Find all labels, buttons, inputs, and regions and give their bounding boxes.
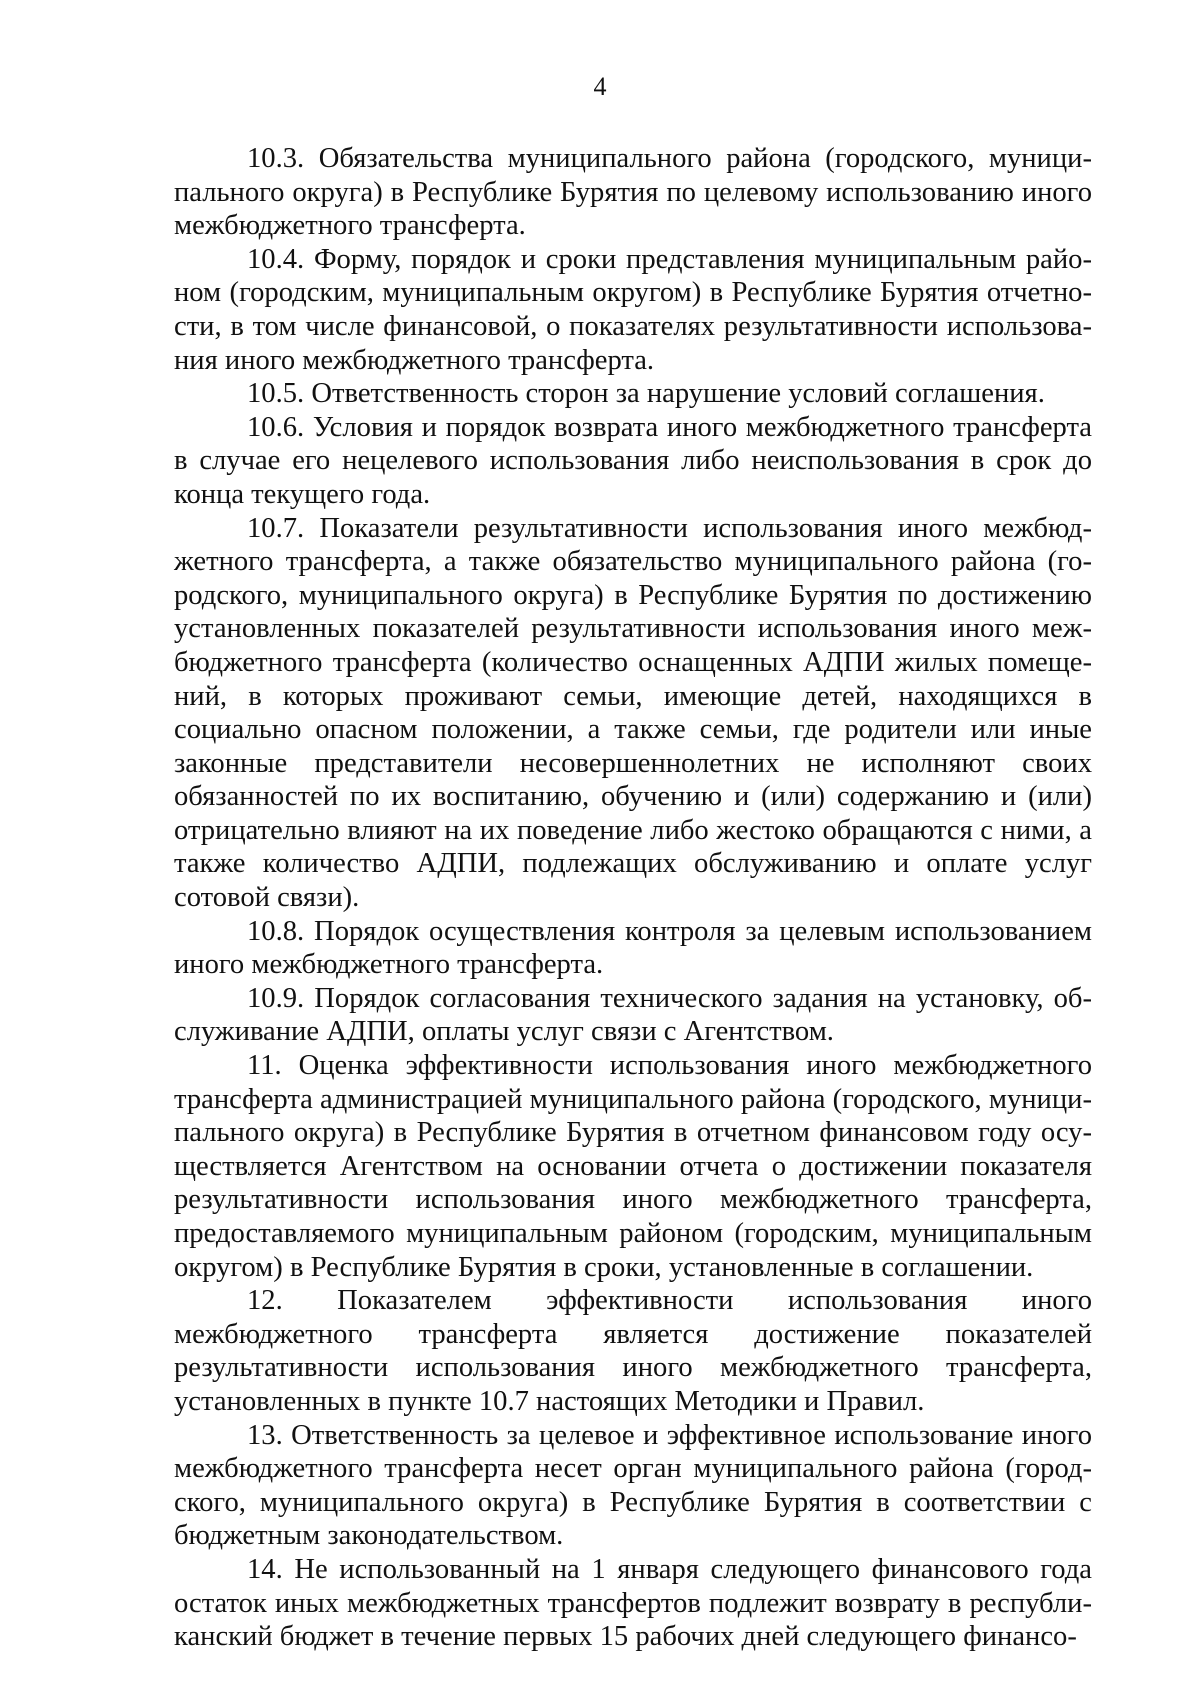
paragraph-10-8: 10.8. Порядок осуществления контроля за целевым использованием иного межбюджетного трансферта.	[174, 915, 1092, 981]
page-number: 4	[593, 72, 607, 101]
paragraph-10-5: 10.5. Ответственность сторон за нарушение условий соглашения.	[247, 378, 1045, 410]
document-body	[174, 142, 1092, 1654]
paragraph-10-6: 10.6. Условия и порядок возврата иного межбюджетного трансферта в случае его нецелевого использования либо неиспользования в срок до конца текущего года.	[174, 411, 1092, 510]
paragraph-10-7: 10.7. Показатели результативности использования иного межбюджетного трансферта, а также обязательство муниципального района (городского, муниципального округа) в Республике Бурятия по достижению установленных показателей результативности использования иного межбюджетного трансферта (количество оснащенных АДПИ жилых помещений, в которых проживают семьи, имеющие детей, находящихся в социально опасном положении, а также семьи, где родители или иные законные представители несовершеннолетних не исполняют своих обязанностей по их воспитанию, обучению и (или) содержанию и (или) отрицательно влияют на их поведение либо жестоко обращаются с ними, а также количество АДПИ, подлежащих обслуживанию и оплате услуг сотовой связи).	[174, 512, 1092, 914]
paragraph-14: 14. Не использованный на 1 января следующего финансового года остаток иных межбюджетных трансфертов подлежит возврату в республиканский бюджет в течение первых 15 рабочих дней следующего финансо-	[174, 1553, 1092, 1653]
paragraph-11: 11. Оценка эффективности использования иного межбюджетного трансферта администрацией муниципального района (городского, муниципального округа) в Республике Бурятия в отчетном финансовом году осуществляется Агентством на основании отчета о достижении показателя результативности использования иного межбюджетного трансферта, предоставляемого муниципальным районом (городским, муниципальным округом) в Республике Бурятия в сроки, установленные в соглашении.	[174, 1050, 1092, 1283]
paragraph-13: 13. Ответственность за целевое и эффективное использование иного межбюджетного трансферта несет орган муниципального района (городского, муниципального округа) в Республике Бурятия в соответствии с бюджетным законодательством.	[174, 1419, 1092, 1552]
paragraph-10-3: 10.3. Обязательства муниципального района (городского, муниципального округа) в Республике Бурятия по целевому использованию иного межбюджетного трансферта.	[174, 143, 1092, 242]
paragraph-12: 12. Показателем эффективности использования иного межбюджетного трансферта является достижение показателей результативности использования иного межбюджетного трансферта, установленных в пункте 10.7 настоящих Методики и Правил.	[174, 1285, 1092, 1417]
paragraph-10-4: 10.4. Форму, порядок и сроки представления муниципальным районом (городским, муниципальным округом) в Республике Бурятия отчетности, в том числе финансовой, о показателях результативности использования иного межбюджетного трансферта.	[174, 243, 1092, 376]
paragraph-10-9: 10.9. Порядок согласования технического задания на установку, обслуживание АДПИ, оплаты услуг связи с Агентством.	[174, 982, 1092, 1048]
